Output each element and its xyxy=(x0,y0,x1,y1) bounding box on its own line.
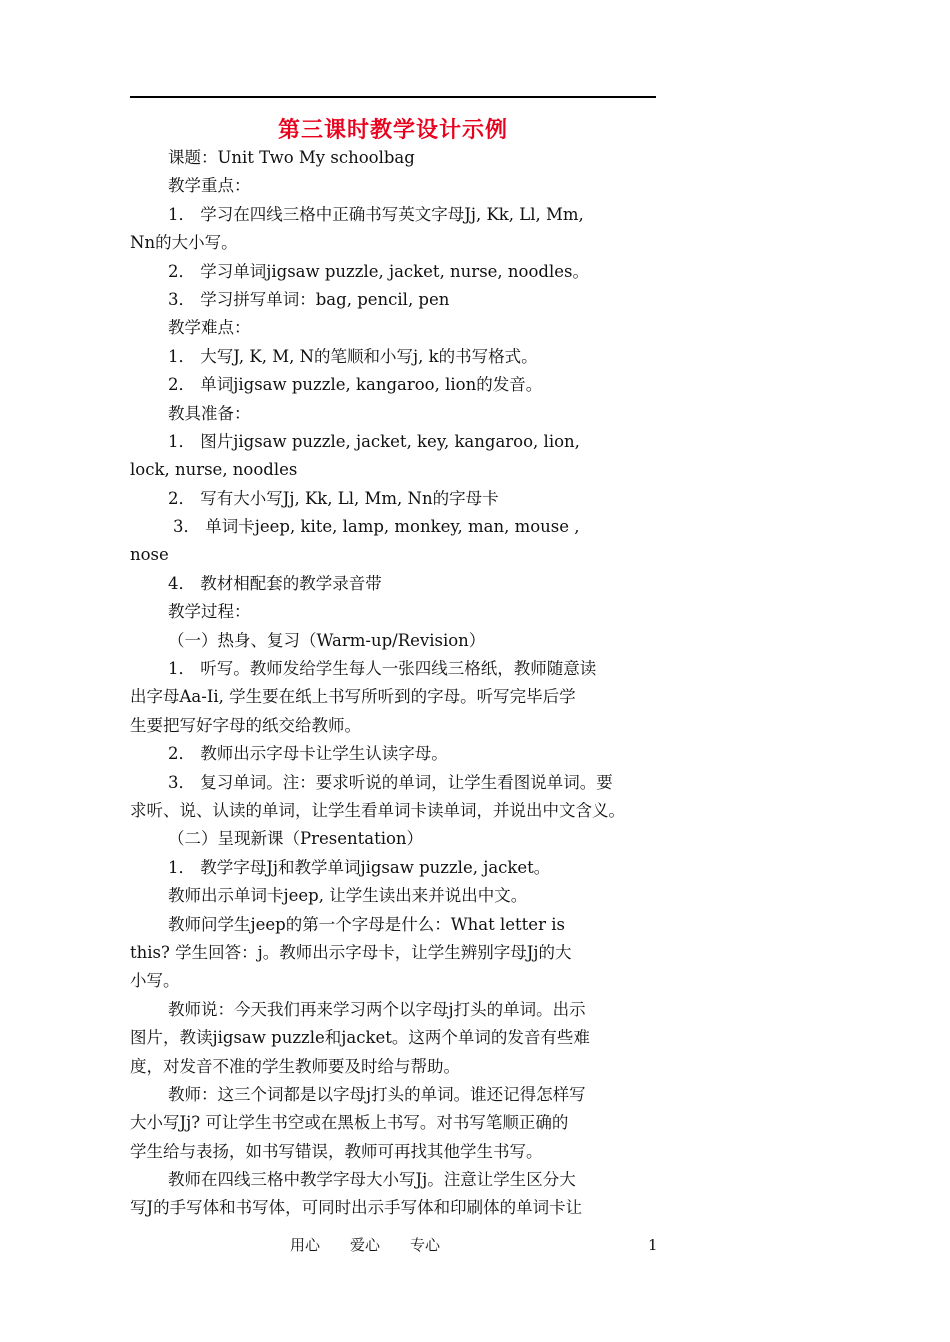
text-line: 2． 教师出示字母卡让学生认读字母。 xyxy=(168,744,448,764)
text-line: 3． 复习单词。注：要求听说的单词，让学生看图说单词。要 xyxy=(168,772,613,792)
text-line: 课题：Unit Two My schoolbag xyxy=(168,148,415,167)
text-line: （二）呈现新课（Presentation） xyxy=(168,829,424,849)
text-line: 3． 单词卡jeep, kite, lamp, monkey, man, mouse , xyxy=(173,517,580,537)
text-line: 图片，教读jigsaw puzzle和jacket。这两个单词的发音有些难 xyxy=(130,1028,590,1048)
text-line: 1． 大写J, K, M, N的笔顺和小写j, k的书写格式。 xyxy=(168,346,538,366)
text-line: 写J的手写体和书写体，可同时出示手写体和印刷体的单词卡让 xyxy=(130,1198,583,1218)
text-line: 2． 单词jigsaw puzzle, kangaroo, lion的发音。 xyxy=(168,375,543,395)
text-line: 教师问学生jeep的第一个字母是什么：What letter is xyxy=(168,914,565,934)
document-title: 第三课时教学设计示例 xyxy=(277,118,508,143)
footer-motto xyxy=(290,1234,470,1256)
text-line: 2． 学习单词jigsaw puzzle, jacket, nurse, noodles。 xyxy=(168,261,589,281)
motto-word: 专心 xyxy=(410,1236,441,1254)
text-line: 教具准备： xyxy=(168,403,251,423)
text-line: 生要把写好字母的纸交给教师。 xyxy=(130,715,361,735)
text-line: this? 学生回答：j。教师出示字母卡，让学生辨别字母Jj的大 xyxy=(130,942,572,962)
text-line: 大小写Jj? 可让学生书空或在黑板上书写。对书写笔顺正确的 xyxy=(130,1113,569,1133)
text-line: 教学难点： xyxy=(168,318,251,338)
text-line: 教师说：今天我们再来学习两个以字母j打头的单词。出示 xyxy=(168,999,586,1019)
text-line: 3． 学习拼写单词：bag, pencil, pen xyxy=(168,289,450,309)
text-line: 教师：这三个词都是以字母j打头的单词。谁还记得怎样写 xyxy=(168,1084,586,1104)
text-line: 1． 听写。教师发给学生每人一张四线三格纸，教师随意读 xyxy=(168,659,597,679)
text-line: 4． 教材相配套的教学录音带 xyxy=(168,573,382,593)
text-line: 教学重点： xyxy=(168,176,251,196)
text-line: 学生给与表扬，如书写错误，教师可再找其他学生书写。 xyxy=(130,1141,543,1161)
text-line: 教学过程： xyxy=(168,602,251,622)
page-footer xyxy=(0,1234,950,1256)
text-line: 2． 写有大小写Jj, Kk, Ll, Mm, Nn的字母卡 xyxy=(168,488,499,508)
text-line: 教师在四线三格中教学字母大小写Jj。注意让学生区分大 xyxy=(168,1170,576,1190)
text-line: nose xyxy=(130,545,169,565)
header-rule xyxy=(130,96,656,98)
text-line: 1． 教学字母Jj和教学单词jigsaw puzzle, jacket。 xyxy=(168,857,551,877)
document-body xyxy=(130,144,662,1223)
text-line: 1． 学习在四线三格中正确书写英文字母Jj, Kk, Ll, Mm, xyxy=(168,204,584,224)
motto-word: 爱心 xyxy=(350,1236,381,1254)
text-line: （一）热身、复习（Warm-up/Revision） xyxy=(168,630,486,650)
text-line: 度，对发音不准的学生教师要及时给与帮助。 xyxy=(130,1056,460,1076)
text-line: Nn的大小写。 xyxy=(130,233,238,253)
text-line: 小写。 xyxy=(130,971,180,991)
text-line: lock, nurse, noodles xyxy=(130,460,298,480)
text-line: 教师出示单词卡jeep, 让学生读出来并说出中文。 xyxy=(168,886,528,906)
text-line: 1． 图片jigsaw puzzle, jacket, key, kangaroo, lion, xyxy=(168,431,580,451)
motto-word: 用心 xyxy=(290,1236,321,1254)
text-line: 求听、说、认读的单词，让学生看单词卡读单词，并说出中文含义。 xyxy=(130,800,625,820)
text-line: 出字母Aa-Ii, 学生要在纸上书写所听到的字母。听写完毕后学 xyxy=(130,687,576,707)
page-number: 1 xyxy=(648,1236,658,1254)
